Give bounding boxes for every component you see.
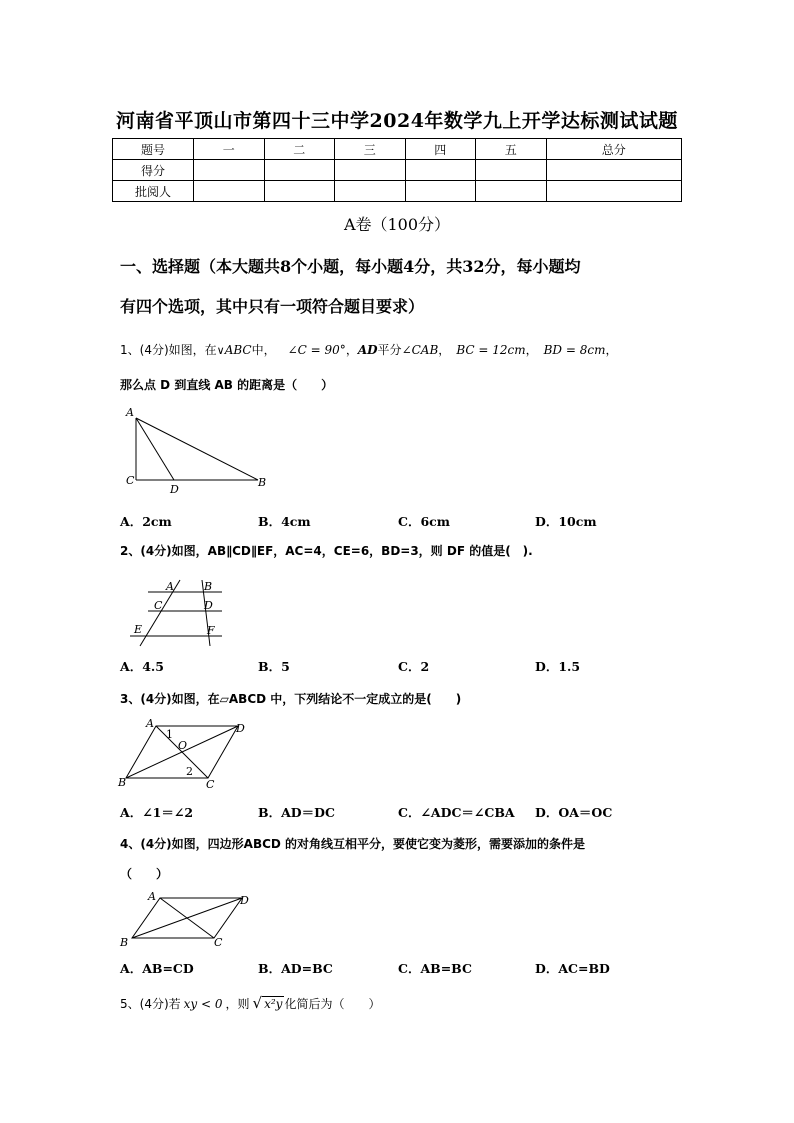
table-cell[interactable]	[405, 160, 476, 181]
table-cell[interactable]	[476, 160, 547, 181]
page-title: 河南省平顶山市第四十三中学2024年数学九上开学达标测试试题	[116, 110, 678, 132]
table-row	[113, 139, 682, 160]
q3-option-b[interactable]: B．AD＝DC	[258, 805, 335, 820]
table-cell: 二	[264, 139, 335, 160]
table-cell[interactable]	[194, 181, 265, 202]
table-cell[interactable]	[335, 181, 406, 202]
table-cell: 得分	[113, 160, 194, 181]
question-2-text: 2、(4分)如图，AB∥CD∥EF，AC=4，CE=6，BD=3，则 DF 的值是( ).	[120, 544, 533, 558]
table-cell[interactable]	[546, 181, 682, 202]
q1-option-c[interactable]: C．6cm	[398, 514, 450, 529]
figure-label: B	[120, 936, 129, 949]
question-4-text: 4、(4分)如图，四边形ABCD 的对角线互相平分，要使它变为菱形，需要添加的条件是	[120, 837, 586, 851]
figure-label: C	[206, 778, 215, 790]
question-4-line2: （ ）	[120, 867, 169, 881]
q1-option-a[interactable]: A．2cm	[120, 514, 172, 529]
question-1-figure	[118, 404, 278, 496]
q3-option-d[interactable]: D．OA＝OC	[535, 805, 613, 820]
section-heading-line1: 一、选择题（本大题共8个小题，每小题4分，共32分，每小题均	[120, 257, 581, 276]
q4-option-a[interactable]: A．AB=CD	[120, 961, 194, 976]
figure-label: O	[178, 739, 188, 752]
q2-option-d[interactable]: D．1.5	[535, 659, 581, 674]
q4-option-d[interactable]: D．AC=BD	[535, 961, 610, 976]
table-cell[interactable]	[476, 181, 547, 202]
part-a-heading: A卷（100分）	[343, 215, 451, 234]
figure-label: A	[126, 406, 134, 419]
question-5-text: 5、(4分)若 xy < 0 ，则 √ x²y 化简后为（ ）	[120, 994, 381, 1012]
figure-label: A	[148, 890, 156, 903]
figure-label: 2	[186, 765, 193, 778]
figure-label: D	[240, 894, 249, 907]
q2-option-b[interactable]: B．5	[258, 659, 290, 674]
table-row	[113, 160, 682, 181]
figure-label: E	[134, 623, 143, 636]
figure-label: B	[204, 580, 213, 593]
figure-label: 1	[166, 728, 173, 741]
q1-option-d[interactable]: D．10cm	[535, 514, 597, 529]
section-heading-line2: 有四个选项，其中只有一项符合题目要求）	[120, 297, 425, 316]
table-cell[interactable]	[405, 181, 476, 202]
table-cell[interactable]	[335, 160, 406, 181]
q4-option-b[interactable]: B．AD=BC	[258, 961, 333, 976]
figure-label: A	[146, 717, 154, 730]
figure-label: B	[258, 476, 267, 489]
figure-label: C	[214, 936, 223, 949]
sqrt-icon: √	[252, 994, 263, 1012]
table-cell: 题号	[113, 139, 194, 160]
table-cell[interactable]	[264, 160, 335, 181]
q2-option-c[interactable]: C．2	[398, 659, 430, 674]
figure-label: F	[207, 624, 215, 637]
figure-label: C	[154, 599, 163, 612]
q4-option-c[interactable]: C．AB=BC	[398, 961, 472, 976]
figure-label: A	[166, 580, 174, 593]
q2-option-a[interactable]: A．4.5	[120, 659, 164, 674]
question-4-figure	[116, 888, 256, 950]
table-cell: 批阅人	[113, 181, 194, 202]
figure-label: C	[126, 474, 135, 487]
table-cell[interactable]	[264, 181, 335, 202]
q3-option-a[interactable]: A．∠1＝∠2	[120, 805, 194, 820]
q1-option-b[interactable]: B．4cm	[258, 514, 311, 529]
question-2-figure	[118, 574, 238, 648]
table-cell: 总分	[546, 139, 682, 160]
figure-label: D	[170, 483, 179, 496]
figure-label: D	[236, 722, 245, 735]
table-cell[interactable]	[194, 160, 265, 181]
table-cell: 四	[405, 139, 476, 160]
figure-label: B	[118, 776, 127, 789]
question-1-line1: 1、(4分)如图，在∨ABC中， ∠C = 90°，AD平分∠CAB， BC = 12cm， BD = 8cm，	[120, 343, 618, 357]
table-cell: 五	[476, 139, 547, 160]
table-row	[113, 181, 682, 202]
q3-option-c[interactable]: C．∠ADC＝∠CBA	[398, 805, 515, 820]
question-3-figure	[116, 716, 250, 790]
score-table	[112, 138, 682, 202]
table-cell[interactable]	[546, 160, 682, 181]
question-1-line2: 那么点 D 到直线 AB 的距离是（ ）	[120, 378, 334, 392]
question-3-text: 3、(4分)如图，在▱ABCD 中，下列结论不一定成立的是( )	[120, 692, 462, 706]
table-cell: 一	[194, 139, 265, 160]
table-cell: 三	[335, 139, 406, 160]
figure-label: D	[204, 599, 213, 612]
